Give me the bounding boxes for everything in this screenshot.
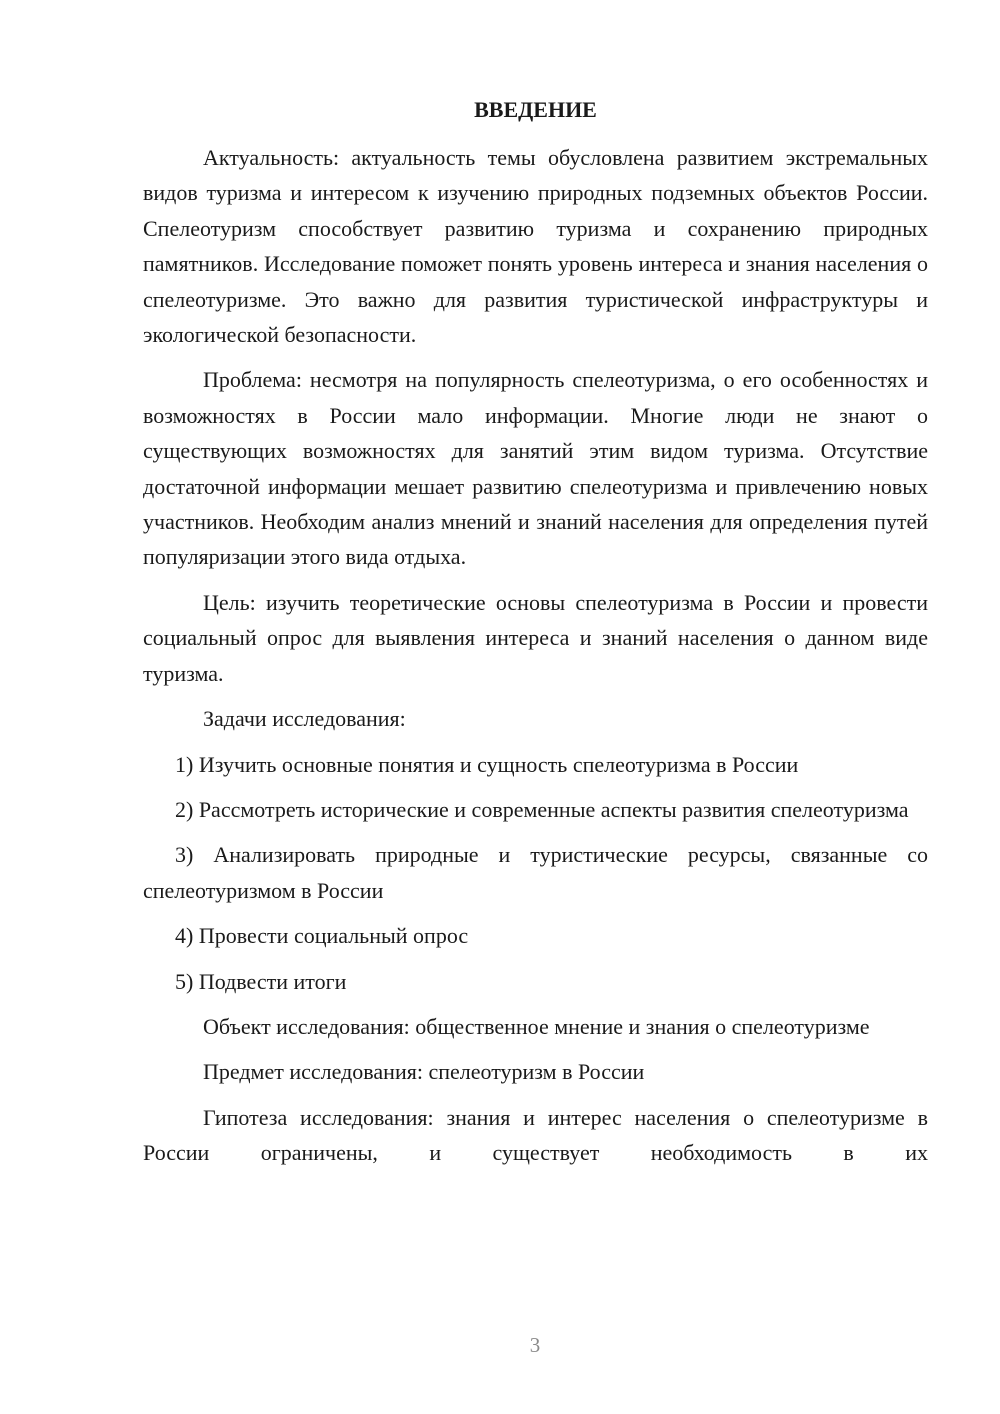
paragraph-object: Объект исследования: общественное мнение и знания о спелеотуризме (203, 1013, 870, 1039)
paragraph-tasks-heading: Задачи исследования: (203, 706, 406, 732)
page-number: 3 (529, 1333, 541, 1357)
task-item-1: 1) Изучить основные понятия и сущность спелеотуризма в России (175, 751, 799, 777)
task-item-4: 4) Провести социальный опрос (175, 923, 469, 949)
task-item-2: 2) Рассмотреть исторические и современные аспекты развития спелеотуризма (175, 796, 909, 822)
paragraph-hypothesis: Гипотеза исследования: знания и интерес населения о спелеотуризме в России ограничены, и существует необходимость в их (143, 1104, 928, 1166)
task-item-3: 3) Анализировать природные и туристические ресурсы, связанные со спелеотуризмом в России (143, 842, 928, 903)
section-title: ВВЕДЕНИЕ (474, 97, 597, 122)
paragraph-goal: Цель: изучить теоретические основы спелеотуризма в России и провести социальный опрос для выявления интереса и знаний населения о данном виде туризма. (143, 589, 928, 686)
task-item-5: 5) Подвести итоги (175, 968, 347, 994)
document-page (143, 92, 928, 1181)
paragraph-relevance: Актуальность: актуальность темы обусловлена развитием экстремальных видов туризма и интересом к изучению природных подземных объектов России. Спелеотуризм способствует развитию туризма и сохранению природных памятников. Исследование поможет понять уровень интереса и знания населения о спелеотуризме. Это важно для развития туристической инфраструктуры и экологической безопасности. (143, 145, 928, 348)
paragraph-problem: Проблема: несмотря на популярность спелеотуризма, о его особенностях и возможностях в России мало информации. Многие люди не знают о существующих возможностях для занятий этим видом туризма. Отсутствие достаточной информации мешает развитию спелеотуризма и привлечению новых участников. Необходим анализ мнений и знаний населения для определения путей популяризации этого вида отдыха. (143, 367, 928, 570)
paragraph-subject: Предмет исследования: спелеотуризм в России (203, 1059, 645, 1085)
